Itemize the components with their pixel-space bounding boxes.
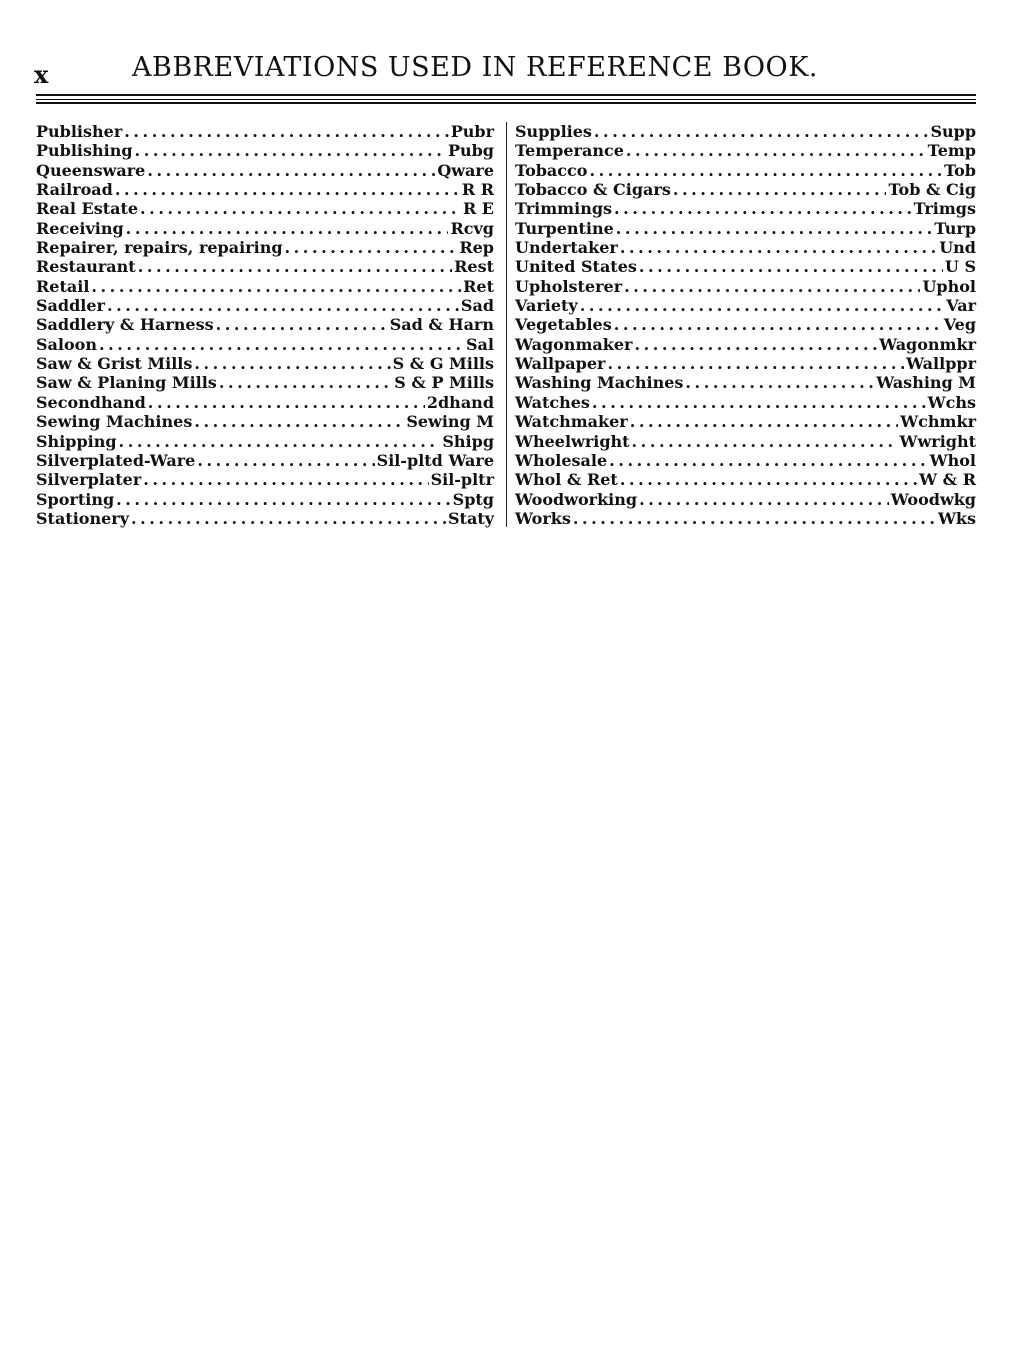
abbreviation-entry (515, 393, 976, 412)
header-rule-thick-lower (36, 102, 976, 104)
dot-leader (639, 490, 889, 509)
entry-abbreviation: Rep (459, 238, 494, 258)
abbreviation-entry (515, 509, 976, 528)
dot-leader (126, 219, 449, 238)
entry-abbreviation: Sad & Harn (389, 315, 494, 335)
abbreviation-entry (515, 219, 976, 238)
dot-leader (685, 373, 874, 392)
entry-abbreviation: S & P Mills (394, 373, 494, 393)
entry-term: Saw & Grist Mills (36, 354, 193, 374)
entry-term: Sporting (36, 489, 115, 509)
entry-term: Tobacco & Cigars (515, 180, 671, 200)
entry-abbreviation: Sad (460, 296, 494, 316)
entry-term: Watches (515, 392, 590, 412)
entry-abbreviation: Veg (943, 315, 976, 335)
entry-abbreviation: Shipg (442, 431, 494, 451)
dot-leader (624, 277, 920, 296)
abbreviation-entry (515, 412, 976, 431)
dot-leader (140, 199, 461, 218)
dot-leader (147, 161, 435, 180)
dot-leader (285, 238, 458, 257)
entry-abbreviation: Ret (463, 276, 494, 296)
entry-term: Silverplated-Ware (36, 450, 196, 470)
abbreviation-entry (36, 296, 494, 315)
entry-term: Whol & Ret (515, 470, 618, 490)
abbreviation-entry (36, 470, 494, 489)
entry-term: Washing Machines (515, 373, 684, 393)
abbreviation-entry (36, 161, 494, 180)
entry-term: Receiving (36, 218, 124, 238)
dot-leader (99, 335, 464, 354)
abbreviation-entry (36, 141, 494, 160)
dot-leader (119, 432, 441, 451)
entry-abbreviation: Temp (927, 141, 976, 161)
entry-term: Queensware (36, 160, 146, 180)
dot-leader (197, 451, 374, 470)
dot-leader (673, 180, 887, 199)
dot-leader (143, 470, 428, 489)
dot-leader (620, 470, 917, 489)
entry-abbreviation: Und (939, 238, 976, 258)
dot-leader (216, 315, 388, 334)
entry-abbreviation: Sal (466, 334, 494, 354)
entry-term: Tobacco (515, 160, 588, 180)
entry-abbreviation: Qware (437, 160, 494, 180)
entry-abbreviation: U S (944, 257, 976, 277)
entry-term: Real Estate (36, 199, 139, 219)
entry-abbreviation: Wallppr (906, 354, 976, 374)
dot-leader (630, 412, 899, 431)
abbreviation-entry (515, 315, 976, 334)
entry-term: Retail (36, 276, 90, 296)
entry-abbreviation: Wwright (899, 431, 976, 451)
abbreviation-entry (36, 219, 494, 238)
abbreviation-entry (36, 373, 494, 392)
dot-leader (138, 257, 452, 276)
dot-leader (573, 509, 936, 528)
entry-abbreviation: Rest (454, 257, 494, 277)
abbreviation-entry (36, 238, 494, 257)
entry-term: Wagonmaker (515, 334, 633, 354)
dot-leader (609, 451, 927, 470)
dot-leader (614, 315, 942, 334)
entry-term: Stationery (36, 508, 129, 528)
entry-term: Restaurant (36, 257, 136, 277)
abbreviation-entry (515, 180, 976, 199)
dot-leader (115, 180, 460, 199)
abbreviation-entry (36, 451, 494, 470)
entry-term: United States (515, 257, 637, 277)
abbreviation-entry (515, 432, 976, 451)
entry-term: Railroad (36, 180, 113, 200)
dot-leader (614, 199, 912, 218)
abbreviation-entry (515, 373, 976, 392)
entry-abbreviation: W & R (919, 470, 976, 490)
entry-term: Publisher (36, 122, 123, 141)
entry-abbreviation: Trimgs (913, 199, 976, 219)
dot-leader (592, 393, 926, 412)
dot-leader (124, 122, 448, 141)
abbreviation-entry (515, 161, 976, 180)
dot-leader (219, 373, 392, 392)
abbreviation-entry (36, 490, 494, 509)
abbreviation-entry (515, 199, 976, 218)
entry-abbreviation: Uphol (922, 276, 976, 296)
entry-abbreviation: Tob & Cig (888, 180, 976, 200)
page-number: x (34, 60, 49, 89)
entry-abbreviation: Sil-pltr (430, 470, 494, 490)
dot-leader (194, 412, 404, 431)
entry-term: Saddler (36, 296, 105, 316)
dot-leader (131, 509, 446, 528)
entry-abbreviation: Turp (934, 218, 976, 238)
entry-term: Sewing Machines (36, 412, 193, 432)
entry-term: Works (515, 508, 571, 528)
entry-term: Temperance (515, 141, 624, 161)
entry-abbreviation: S & G Mills (392, 354, 494, 374)
entry-term: Trimmings (515, 199, 613, 219)
abbreviation-entry (515, 335, 976, 354)
abbreviation-entry (515, 257, 976, 276)
entry-abbreviation: Rcvg (450, 218, 494, 238)
abbreviation-entry (36, 199, 494, 218)
abbreviation-entry (515, 122, 976, 141)
dot-leader (634, 335, 877, 354)
entry-abbreviation: 2dhand (426, 392, 494, 412)
entry-term: Secondhand (36, 392, 146, 412)
dot-leader (135, 141, 446, 160)
dot-leader (607, 354, 904, 373)
dot-leader (620, 238, 937, 257)
entry-abbreviation: Var (946, 296, 976, 316)
entry-abbreviation: Wagonmkr (879, 334, 976, 354)
header-rule-thick (36, 94, 976, 96)
abbreviation-entry (36, 277, 494, 296)
entry-term: Supplies (515, 122, 592, 141)
entry-term: Upholsterer (515, 276, 623, 296)
abbreviation-entry (515, 238, 976, 257)
entry-term: Turpentine (515, 218, 614, 238)
abbreviation-entry (36, 432, 494, 451)
entry-term: Saloon (36, 334, 97, 354)
abbreviation-entry (36, 315, 494, 334)
entry-abbreviation: Pubr (450, 122, 494, 141)
entry-abbreviation: Washing M (876, 373, 976, 393)
dot-leader (107, 296, 459, 315)
dot-leader (626, 141, 926, 160)
entry-abbreviation: Supp (930, 122, 976, 141)
left-column (36, 122, 494, 528)
dot-leader (594, 122, 929, 141)
dot-leader (639, 257, 943, 276)
abbreviation-entry (515, 296, 976, 315)
entry-abbreviation: Staty (448, 508, 494, 528)
dot-leader (91, 277, 461, 296)
dot-leader (116, 490, 451, 509)
entry-term: Variety (515, 296, 578, 316)
abbreviation-entry (515, 451, 976, 470)
abbreviation-entry (515, 141, 976, 160)
abbreviation-entry (36, 393, 494, 412)
entry-abbreviation: Sil-pltd Ware (376, 450, 494, 470)
entry-term: Saddlery & Harness (36, 315, 214, 335)
entry-term: Publishing (36, 141, 133, 161)
entry-term: Wallpaper (515, 354, 606, 374)
page-title: ABBREVIATIONS USED IN REFERENCE BOOK. (132, 52, 818, 83)
header-rule-thin (36, 99, 976, 100)
column-divider (506, 122, 507, 527)
entry-term: Undertaker (515, 238, 618, 258)
dot-leader (589, 161, 942, 180)
right-column (515, 122, 976, 528)
abbreviation-entry (36, 509, 494, 528)
entry-abbreviation: Pubg (447, 141, 494, 161)
abbreviation-entry (36, 180, 494, 199)
entry-abbreviation: Wks (937, 508, 976, 528)
abbreviation-entry (36, 354, 494, 373)
dot-leader (580, 296, 945, 315)
entry-term: Shipping (36, 431, 117, 451)
entry-term: Saw & Planing Mills (36, 373, 217, 393)
abbreviation-entry (515, 490, 976, 509)
abbreviation-entry (515, 354, 976, 373)
abbreviation-entry (515, 277, 976, 296)
dot-leader (616, 219, 933, 238)
dot-leader (632, 432, 898, 451)
entry-term: Wholesale (515, 450, 608, 470)
entry-abbreviation: Tob (944, 160, 976, 180)
entry-term: Woodworking (515, 489, 638, 509)
entry-abbreviation: Sewing M (406, 412, 494, 432)
abbreviation-entry (36, 257, 494, 276)
entry-term: Repairer, repairs, repairing (36, 238, 283, 258)
entry-abbreviation: Sptg (452, 489, 494, 509)
abbreviation-entry (515, 470, 976, 489)
abbreviation-entry (36, 122, 494, 141)
entry-abbreviation: Woodwkg (890, 489, 976, 509)
abbreviation-entry (36, 412, 494, 431)
entry-abbreviation: R E (462, 199, 494, 219)
entry-abbreviation: Whol (929, 450, 976, 470)
dot-leader (194, 354, 390, 373)
dot-leader (148, 393, 425, 412)
entry-abbreviation: Wchs (927, 392, 976, 412)
entry-term: Silverplater (36, 470, 142, 490)
entry-term: Watchmaker (515, 412, 628, 432)
entry-term: Wheelwright (515, 431, 630, 451)
entry-abbreviation: R R (461, 180, 494, 200)
entry-abbreviation: Wchmkr (900, 412, 976, 432)
entry-term: Vegetables (515, 315, 612, 335)
abbreviation-entry (36, 335, 494, 354)
